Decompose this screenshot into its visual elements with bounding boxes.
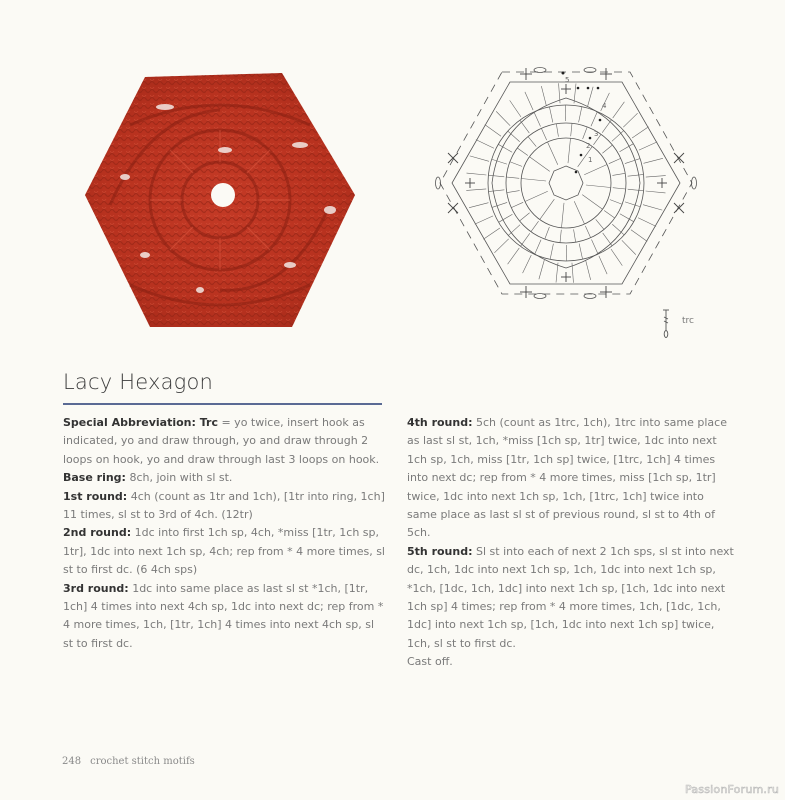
base-ring: Base ring: 8ch, join with sl st. (63, 471, 233, 485)
round-1: 1st round: 4ch (count as 1tr and 1ch), [1tr into ring, 1ch] 11 times, sl st to 3rd of 4ch. (12tr) (63, 489, 385, 522)
round-2: 2nd round: 1dc into first 1ch sp, 4ch, *miss [1tr, 1ch sp, 1tr], 1dc into next 1ch sp, 4ch; rep from * 4 more times, sl st to first dc. (6 4ch sps) (63, 526, 385, 577)
instructions-right-column (407, 414, 737, 672)
stitch-legend (660, 308, 694, 340)
page-number: 248 (62, 756, 82, 767)
page-footer (62, 756, 195, 767)
section-name: crochet stitch motifs (90, 756, 195, 767)
crochet-hexagon-photo (70, 55, 370, 355)
legend-label: trc (682, 316, 694, 326)
round-label-2: 2 (586, 142, 591, 150)
round-5: 5th round: Sl st into each of next 2 1ch sps, sl st into next dc, 1ch, 1dc into next 1ch sp, 1ch, 1dc into next 1ch sp, *1ch, [1dc, 1ch, 1dc] into next 1ch sp, [1ch, 1dc into next 1ch sp] 4 times; rep from * 4 more times, 1ch, [1dc, 1ch, 1dc] into next 1ch sp, [1ch, 1dc into next 1ch sp] twice, 1ch, sl st to first dc. (407, 544, 734, 650)
page-title: Lacy Hexagon (63, 370, 214, 394)
round-label-4: 4 (602, 102, 607, 110)
round-label-3: 3 (594, 130, 599, 138)
round-label-5: 5 (565, 76, 570, 84)
title-rule (63, 403, 382, 405)
watermark: PassionForum.ru (685, 783, 779, 796)
round-label-1: 1 (588, 156, 593, 164)
special-abbreviation: Special Abbreviation: Trc = yo twice, insert hook as indicated, yo and draw through, yo and draw through 2 loops on hook, yo and draw through last 3 loops on hook. (63, 416, 380, 466)
round-4: 4th round: 5ch (count as 1trc, 1ch), 1trc into same place as last sl st, 1ch, *miss [1ch sp, 1tr] twice, 1dc into next 1ch sp, 1ch, miss [1tr, 1ch sp] twice, [1trc, 1ch] 4 times into next dc; rep from * 4 more times, miss [1ch sp, 1tr] twice, 1dc into next 1ch sp, 1ch, [1trc, 1ch] twice into same place as last sl st of previous round, sl st to 4th of 5ch. (407, 416, 727, 540)
round-3: 3rd round: 1dc into same place as last sl st *1ch, [1tr, 1ch] 4 times into next 4ch sp, 1dc into next dc; rep from * 4 more times, 1ch, [1tr, 1ch] 4 times into next 4ch sp, sl st to first dc. (63, 581, 384, 650)
cast-off: Cast off. (407, 655, 453, 669)
crochet-chart-diagram (430, 58, 702, 308)
instructions-left-column (63, 414, 385, 653)
trc-symbol-icon (660, 308, 672, 340)
